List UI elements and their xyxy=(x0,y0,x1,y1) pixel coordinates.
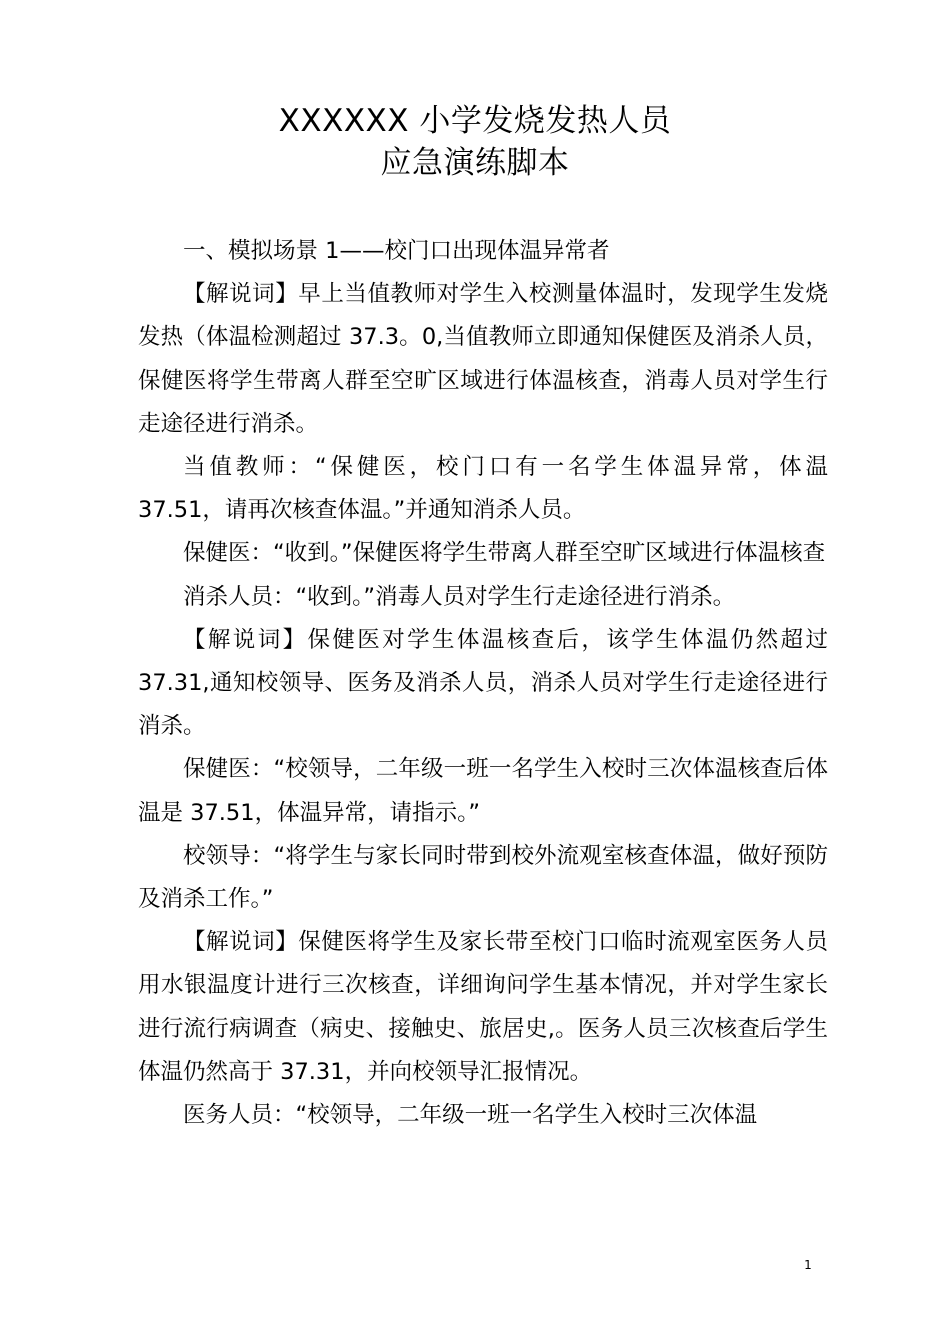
document-title-line-2: 应急演练脚本 xyxy=(380,145,570,181)
paragraph-dialogue-health-doctor-2: 保健医：“校领导，二年级一班一名学生入校时三次体温核查后体温是 37.51，体温异常，请指示。” xyxy=(138,756,828,826)
paragraph-narration-1: 【解说词】早上当值教师对学生入校测量体温时，发现学生发烧发热（体温检测超过 37.3。0,当值教师立即通知保健医及消杀人员，保健医将学生带离人群至空旷区域进行体温核查，消毒人员对学生行走途径进行消杀。 xyxy=(138,281,828,437)
section-heading: 一、模拟场景 1——校门口出现体温异常者 xyxy=(183,238,610,264)
paragraph-dialogue-duty-teacher: 当值教师：“保健医，校门口有一名学生体温异常，体温 37.51，请再次核查体温。”并通知消杀人员。 xyxy=(138,454,828,524)
page-number: 1 xyxy=(804,1258,812,1272)
document-body xyxy=(138,230,828,1137)
paragraph-narration-3: 【解说词】保健医将学生及家长带至校门口临时流观室医务人员用水银温度计进行三次核查，详细询问学生基本情况，并对学生家长进行流行病调查（病史、接触史、旅居史,。医务人员三次核查后学生体温仍然高于 37.31，并向校领导汇报情况。 xyxy=(138,929,828,1085)
paragraph-dialogue-school-leader: 校领导：“将学生与家长同时带到校外流观室核查体温，做好预防及消杀工作。” xyxy=(138,842,828,913)
paragraph-dialogue-disinfection-staff: 消杀人员：“收到。”消毒人员对学生行走途径进行消杀。 xyxy=(183,583,736,610)
paragraph-dialogue-medical-staff: 医务人员：“校领导，二年级一班一名学生入校时三次体温 xyxy=(183,1102,758,1129)
paragraph-dialogue-health-doctor-1: 保健医：“收到。”保健医将学生带离人群至空旷区域进行体温核查 xyxy=(183,540,826,567)
paragraph-narration-2: 【解说词】保健医对学生体温核查后，该学生体温仍然超过 37.31,通知校领导、医务及消杀人员，消杀人员对学生行走途径进行消杀。 xyxy=(138,626,828,740)
document-title-line-1: XXXXXX 小学发烧发热人员 xyxy=(278,103,672,139)
